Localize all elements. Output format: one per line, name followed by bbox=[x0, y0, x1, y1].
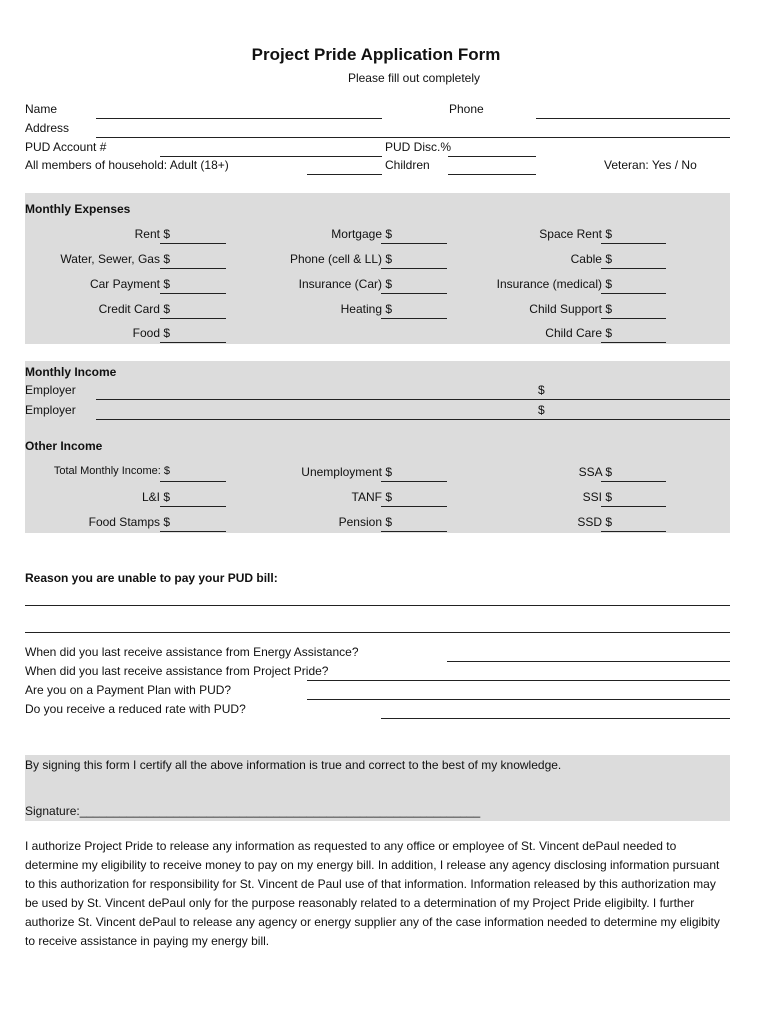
space-rent-label: Space Rent $ bbox=[539, 227, 612, 241]
name-label: Name bbox=[25, 102, 58, 116]
project-pride-question: When did you last receive assistance from Project Pride? bbox=[25, 664, 329, 678]
child-care-field[interactable] bbox=[601, 342, 666, 343]
credit-card-label: Credit Card $ bbox=[98, 302, 170, 316]
employer-label-1: Employer bbox=[25, 383, 76, 397]
payment-plan-question: Are you on a Payment Plan with PUD? bbox=[25, 683, 232, 697]
signature-field[interactable]: Signature:____________________________________________________________ bbox=[25, 804, 481, 818]
rent-field[interactable] bbox=[160, 243, 226, 244]
car-payment-field[interactable] bbox=[160, 293, 226, 294]
rent-label: Rent $ bbox=[134, 227, 170, 241]
unemployment-field[interactable] bbox=[381, 481, 447, 482]
authorization-paragraph: I authorize Project Pride to release any information as requested to any office or employee of St. Vincent dePaul needed to determine my eligibility to receive money to pay on my energy bill. In addition, I release any agency disclosing information pursuant to this authorization for responsibility for St. Vincent de Paul use of that information. Information released by this authorization may be used by St. Vincent dePaul only for the purpose reasonably related to a determination of my Project Pride eligibilty. I further authorize St. Vincent dePaul to release any agency or energy supplier any of the case information needed to determine my eligibity to receive assistance in paying my energy bill. bbox=[25, 839, 720, 948]
ssa-label: SSA $ bbox=[578, 465, 612, 479]
tanf-label: TANF $ bbox=[351, 490, 392, 504]
ssd-field[interactable] bbox=[601, 531, 666, 532]
payment-plan-field[interactable] bbox=[307, 699, 730, 700]
food-stamps-field[interactable] bbox=[160, 531, 226, 532]
veteran-label: Veteran: Yes / No bbox=[604, 158, 697, 172]
adult-count-field[interactable] bbox=[307, 174, 382, 175]
energy-assistance-field[interactable] bbox=[447, 661, 730, 662]
ssi-label: SSI $ bbox=[582, 490, 612, 504]
name-field[interactable] bbox=[96, 118, 382, 119]
ssd-label: SSD $ bbox=[577, 515, 612, 529]
child-care-label: Child Care $ bbox=[545, 326, 612, 340]
pud-disc-field[interactable] bbox=[448, 156, 536, 157]
cable-label: Cable $ bbox=[570, 252, 612, 266]
children-label: Children bbox=[385, 158, 430, 172]
employer-field-2[interactable] bbox=[96, 419, 730, 420]
car-insurance-label: Insurance (Car) $ bbox=[298, 277, 392, 291]
pud-disc-label: PUD Disc.% bbox=[385, 140, 452, 154]
children-count-field[interactable] bbox=[448, 174, 536, 175]
employer-field-1[interactable] bbox=[96, 399, 730, 400]
heating-label: Heating $ bbox=[340, 302, 392, 316]
address-label: Address bbox=[25, 121, 70, 135]
mortgage-label: Mortgage $ bbox=[331, 227, 392, 241]
expenses-heading: Monthly Expenses bbox=[25, 202, 131, 216]
heating-field[interactable] bbox=[381, 318, 447, 319]
phone-field[interactable] bbox=[536, 118, 730, 119]
credit-card-field[interactable] bbox=[160, 318, 226, 319]
utilities-field[interactable] bbox=[160, 268, 226, 269]
project-pride-field[interactable] bbox=[307, 680, 730, 681]
car-insurance-field[interactable] bbox=[381, 293, 447, 294]
employer-dollar-2: $ bbox=[538, 403, 545, 417]
energy-assistance-question: When did you last receive assistance from Energy Assistance? bbox=[25, 645, 359, 659]
household-label: All members of household: Adult (18+) bbox=[25, 158, 229, 172]
phone-expense-field[interactable] bbox=[381, 268, 447, 269]
total-monthly-income-label: Total Monthly Income: $ bbox=[53, 465, 170, 477]
tanf-field[interactable] bbox=[381, 506, 447, 507]
page-subtitle: Please fill out completely bbox=[347, 71, 481, 85]
ssi-field[interactable] bbox=[601, 506, 666, 507]
other-income-heading: Other Income bbox=[25, 439, 103, 453]
phone-label: Phone bbox=[449, 102, 484, 116]
employer-dollar-1: $ bbox=[538, 383, 545, 397]
space-rent-field[interactable] bbox=[601, 243, 666, 244]
income-section bbox=[25, 361, 730, 533]
utilities-label: Water, Sewer, Gas $ bbox=[60, 252, 170, 266]
child-support-label: Child Support $ bbox=[529, 302, 612, 316]
child-support-field[interactable] bbox=[601, 318, 666, 319]
address-field[interactable] bbox=[96, 137, 730, 138]
pud-account-label: PUD Account # bbox=[25, 140, 107, 154]
food-stamps-label: Food Stamps $ bbox=[88, 515, 170, 529]
phone-expense-label: Phone (cell & LL) $ bbox=[289, 252, 392, 266]
li-field[interactable] bbox=[160, 506, 226, 507]
ssa-field[interactable] bbox=[601, 481, 666, 482]
page-title: Project Pride Application Form bbox=[251, 45, 501, 64]
food-label: Food $ bbox=[132, 326, 170, 340]
reduced-rate-field[interactable] bbox=[381, 718, 730, 719]
unemployment-label: Unemployment $ bbox=[301, 465, 392, 479]
food-field[interactable] bbox=[160, 342, 226, 343]
reason-field-line-2[interactable] bbox=[25, 632, 730, 633]
pension-field[interactable] bbox=[381, 531, 447, 532]
li-label: L&I $ bbox=[141, 490, 170, 504]
reason-field-line-1[interactable] bbox=[25, 605, 730, 606]
reduced-rate-question: Do you receive a reduced rate with PUD? bbox=[25, 702, 246, 716]
reason-heading: Reason you are unable to pay your PUD bill: bbox=[25, 571, 278, 585]
certify-statement: By signing this form I certify all the above information is true and correct to the best of my knowledge. bbox=[25, 758, 562, 772]
cable-field[interactable] bbox=[601, 268, 666, 269]
car-payment-label: Car Payment $ bbox=[89, 277, 170, 291]
employer-label-2: Employer bbox=[25, 403, 76, 417]
monthly-income-heading: Monthly Income bbox=[25, 365, 117, 379]
medical-insurance-label: Insurance (medical) $ bbox=[496, 277, 612, 291]
pud-account-field[interactable] bbox=[160, 156, 382, 157]
pension-label: Pension $ bbox=[338, 515, 392, 529]
medical-insurance-field[interactable] bbox=[601, 293, 666, 294]
mortgage-field[interactable] bbox=[381, 243, 447, 244]
total-monthly-income-field[interactable] bbox=[160, 481, 226, 482]
